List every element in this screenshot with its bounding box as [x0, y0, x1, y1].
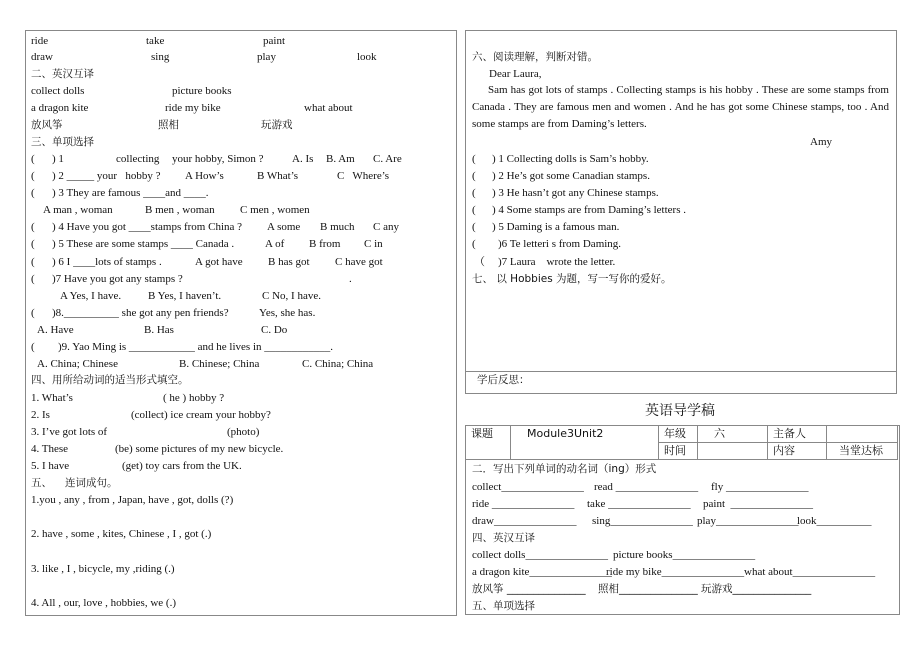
blank-item: take _______________: [587, 498, 691, 510]
option: C. China; China: [302, 358, 374, 370]
judgement-item: ) 4 Some stamps are from Daming’s letters .: [492, 204, 686, 216]
question: ) 2 _____ your hobby ?: [52, 170, 161, 182]
answer-bracket: (: [472, 187, 476, 199]
phrase: collect dolls: [31, 85, 85, 97]
section-heading: 四、英汉互译: [472, 532, 535, 544]
info-table: [465, 425, 898, 460]
answer-bracket: (: [31, 153, 35, 165]
option: A of: [265, 238, 285, 250]
option: A Yes, I have.: [60, 290, 122, 302]
option: A. Have: [37, 324, 74, 336]
option: A. Is: [292, 153, 314, 165]
option: C. Do: [261, 324, 288, 336]
fill-item: 1. What’s: [31, 392, 73, 404]
option: A How’s: [185, 170, 224, 182]
cell-value: [698, 443, 768, 460]
fill-item: (photo): [227, 426, 260, 438]
judgement-item: ) 1 Collecting dolls is Sam’s hobby.: [492, 153, 649, 165]
word-order-item: 3. like , I , bicycle, my ,riding (.): [31, 563, 175, 575]
phrase: what about: [304, 102, 353, 114]
fill-item: ( he ) hobby ?: [163, 392, 225, 404]
blank-item: look__________: [797, 515, 872, 527]
option: C any: [373, 221, 399, 233]
blank-item: 照相_______________: [598, 583, 698, 595]
question: Yes, she has.: [259, 307, 316, 319]
word: ride: [31, 35, 49, 47]
option: C No, I have.: [262, 290, 321, 302]
blank-item: play_______________: [697, 515, 799, 527]
question: collecting: [116, 153, 160, 165]
section-heading: 连词成句。: [65, 477, 118, 489]
answer-bracket: (: [31, 221, 35, 233]
section-heading: 四、用所给动词的适当形式填空。: [31, 374, 189, 386]
question: ) 5 These are some stamps ____ Canada .: [52, 238, 235, 250]
cell-label: 主备人: [768, 426, 827, 443]
answer-bracket: (: [472, 238, 476, 250]
phrase: picture books: [172, 85, 232, 97]
blank-item: ride _______________: [472, 498, 575, 510]
phrase: 玩游戏: [261, 119, 293, 131]
answer-bracket: (: [31, 273, 35, 285]
blank-item: a dragon kite_______________: [472, 566, 612, 578]
cell-value: Module3Unit2: [511, 426, 659, 460]
fill-item: (collect) ice cream your hobby?: [131, 409, 271, 421]
fill-item: 5. I have: [31, 460, 70, 472]
word-order-item: 4. All , our, love , hobbies, we (.): [31, 597, 176, 609]
blank-item: sing_______________: [592, 515, 693, 527]
fill-item: (be) some pictures of my new bicycle.: [115, 443, 284, 455]
blank-item: draw_______________: [472, 515, 577, 527]
question: .: [349, 273, 352, 285]
option: A some: [267, 221, 301, 233]
question: )7 Have you got any stamps ?: [52, 273, 183, 285]
cell-label: 时间: [659, 443, 698, 460]
answer-bracket: （: [474, 256, 485, 268]
judgement-item: )6 Te letteri s from Daming.: [498, 238, 622, 250]
answer-bracket: (: [31, 170, 35, 182]
cell-value: 六: [698, 426, 768, 443]
word: take: [146, 35, 165, 47]
word: paint: [263, 35, 285, 47]
option: B much: [320, 221, 355, 233]
letter-body: Sam has got lots of stamps . Collecting stamps is his hobby . These are some stamps from Canada . They are famous men and women . And he has got some Chinese stamps, too . And some stamps are from Daming’s letters.: [472, 84, 889, 130]
section-heading: 七、 以 Hobbies 为题，写一写你的爱好。: [472, 273, 672, 285]
answer-bracket: (: [472, 221, 476, 233]
option: B men , woman: [145, 204, 215, 216]
blank-item: picture books_______________: [613, 549, 756, 561]
letter-greeting: Dear Laura,: [489, 68, 542, 80]
section-heading: 五、: [31, 477, 52, 489]
judgement-item: )7 Laura wrote the letter.: [498, 256, 616, 268]
letter-signature: Amy: [810, 136, 832, 148]
fill-item: 3. I’ve got lots of: [31, 426, 108, 438]
question: )9. Yao Ming is ____________ and he lives in ____________.: [58, 341, 333, 353]
section-heading: 五、单项选择: [472, 600, 535, 612]
judgement-item: ) 3 He hasn’t got any Chinese stamps.: [492, 187, 659, 199]
blank-item: paint _______________: [703, 498, 813, 510]
option: A man , woman: [43, 204, 113, 216]
section-heading: 三、单项选择: [31, 136, 94, 148]
fill-item: 4. These: [31, 443, 69, 455]
answer-bracket: (: [31, 307, 35, 319]
divider: [465, 371, 896, 372]
phrase: 照相: [158, 119, 179, 131]
blank-item: fly _______________: [711, 481, 809, 493]
answer-bracket: (: [472, 153, 476, 165]
option: C have got: [335, 256, 383, 268]
question: ) 6 I ____lots of stamps .: [52, 256, 162, 268]
blank-item: 放风筝 _______________: [472, 583, 586, 595]
option: C men , women: [240, 204, 310, 216]
section-heading: 二．写出下列单词的动名词（ing）形式: [472, 463, 657, 475]
sheet-title: 英语导学稿: [645, 403, 715, 419]
word: play: [257, 51, 276, 63]
question: )8.__________ she got any pen friends?: [52, 307, 229, 319]
section-heading: 二、英汉互译: [31, 68, 94, 80]
option: B. Has: [144, 324, 174, 336]
phrase: 放风筝: [31, 119, 63, 131]
word-order-item: 1.you , any , from , Japan, have , got, dolls (?): [31, 494, 234, 506]
option: B Yes, I haven’t.: [148, 290, 222, 302]
option: B. Am: [326, 153, 355, 165]
option: B What’s: [257, 170, 299, 182]
option: B from: [309, 238, 341, 250]
section-heading: 六、阅读理解，判断对错。: [472, 51, 598, 63]
blank-item: ride my bike_______________: [606, 566, 745, 578]
question: ) 3 They are famous ____and ____.: [52, 187, 209, 199]
cell-value: 当堂达标: [827, 443, 898, 460]
answer-bracket: (: [472, 170, 476, 182]
question: ) 1: [52, 153, 64, 165]
blank-item: what about_______________: [744, 566, 876, 578]
word: sing: [151, 51, 170, 63]
option: C. Are: [373, 153, 402, 165]
answer-bracket: (: [31, 341, 35, 353]
reflection-label: 学后反思：: [477, 374, 530, 386]
option: C in: [364, 238, 383, 250]
cell-label: 年级: [659, 426, 698, 443]
phrase: ride my bike: [165, 102, 221, 114]
answer-bracket: (: [472, 204, 476, 216]
option: C Where’s: [337, 170, 390, 182]
blank-item: 玩游戏_______________: [701, 583, 812, 595]
answer-bracket: (: [31, 238, 35, 250]
cell-value: [827, 426, 898, 443]
option: A. China; Chinese: [37, 358, 118, 370]
answer-bracket: (: [31, 256, 35, 268]
fill-item: (get) toy cars from the UK.: [122, 460, 242, 472]
word-order-item: 2. have , some , kites, Chinese , I , got (.): [31, 528, 212, 540]
option: A got have: [195, 256, 243, 268]
fill-item: 2. Is: [31, 409, 50, 421]
cell-label: 课题: [466, 426, 511, 460]
judgement-item: ) 2 He’s got some Canadian stamps.: [492, 170, 650, 182]
blank-item: read _______________: [594, 481, 699, 493]
option: B has got: [268, 256, 310, 268]
judgement-item: ) 5 Daming is a famous man.: [492, 221, 620, 233]
cell-label: 内容: [768, 443, 827, 460]
word: draw: [31, 51, 53, 63]
phrase: a dragon kite: [31, 102, 89, 114]
option: B. Chinese; China: [179, 358, 260, 370]
question: ) 4 Have you got ____stamps from China ?: [52, 221, 243, 233]
question: your hobby, Simon ?: [172, 153, 264, 165]
blank-item: collect dolls_______________: [472, 549, 608, 561]
blank-item: collect_______________: [472, 481, 584, 493]
word: look: [357, 51, 377, 63]
answer-bracket: (: [31, 187, 35, 199]
